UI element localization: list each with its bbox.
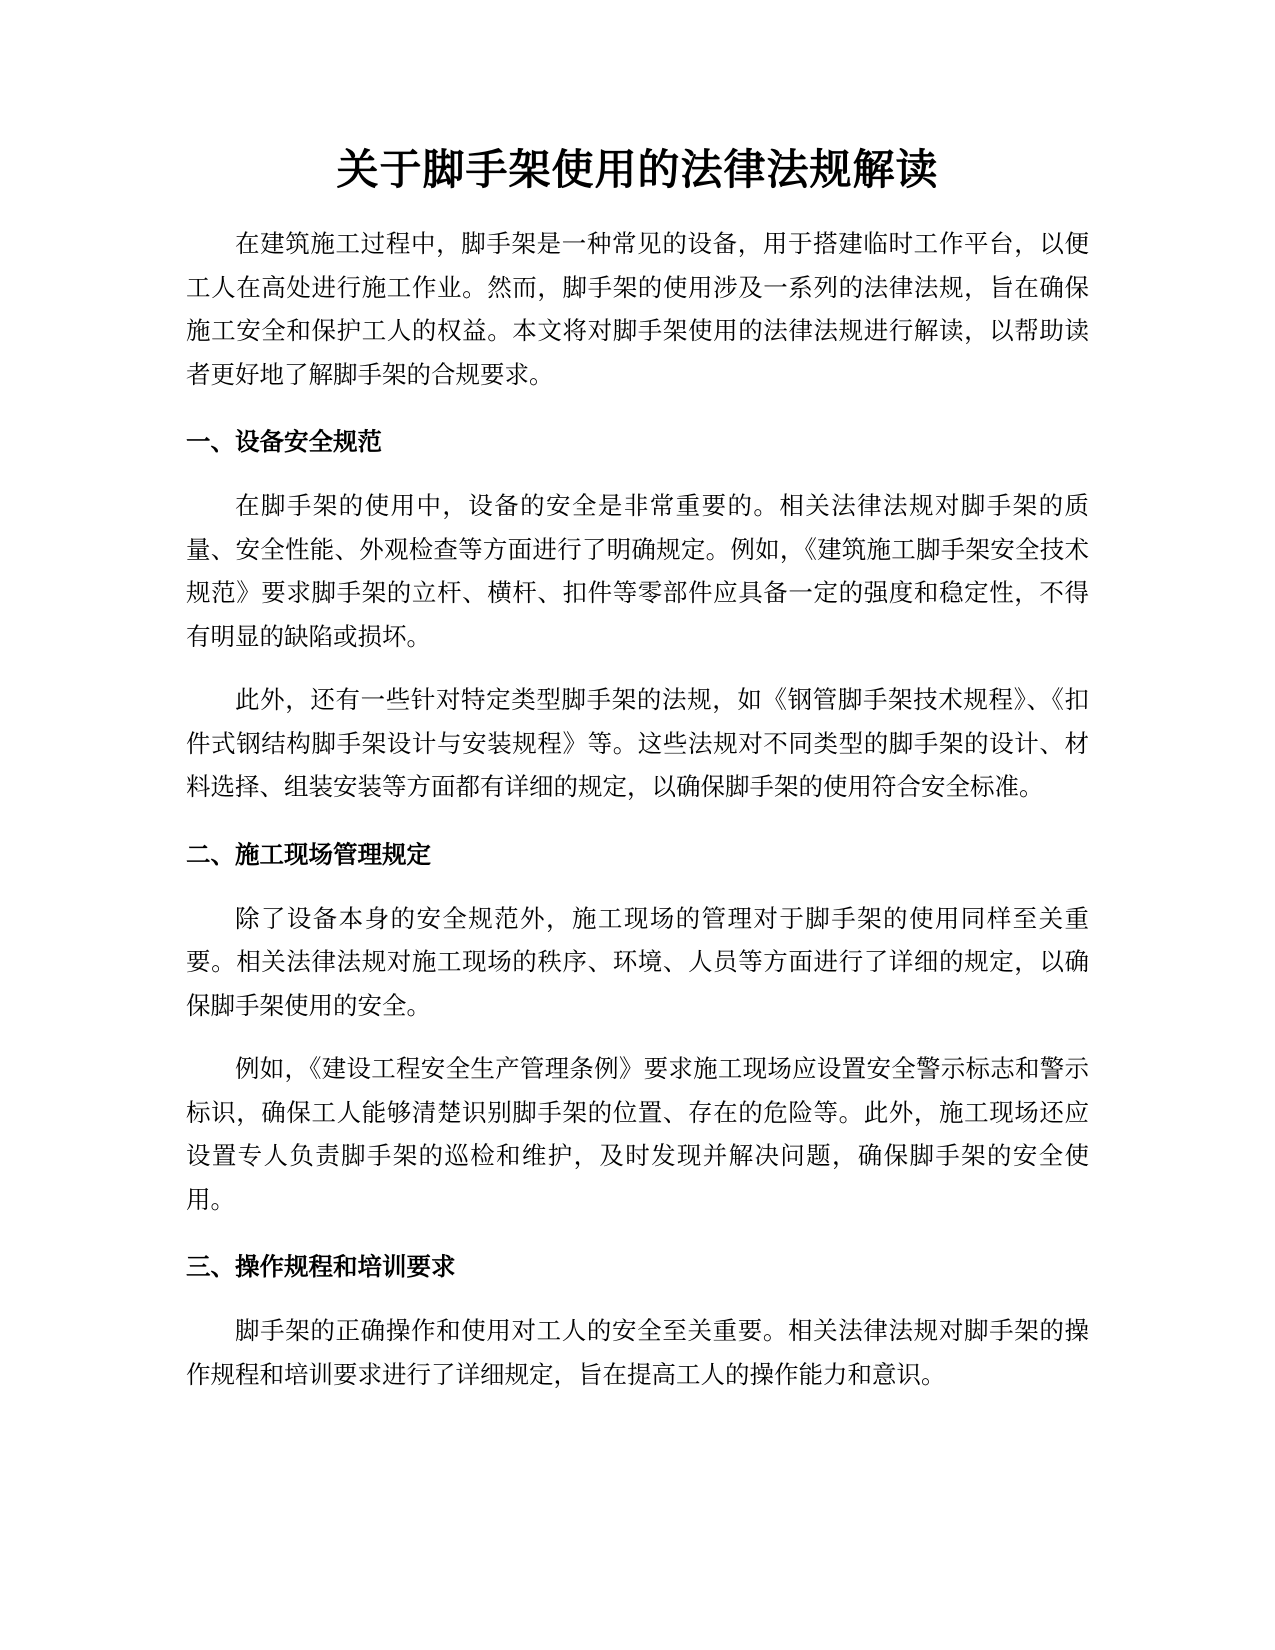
section-paragraph: 例如，《建设工程安全生产管理条例》要求施工现场应设置安全警示标志和警示标识，确保工人能够清楚识别脚手架的位置、存在的危险等。此外，施工现场还应设置专人负责脚手架的巡检和维护，及时发现并解决问题，确保脚手架的安全使用。 [186, 1054, 1089, 1214]
section-paragraph: 除了设备本身的安全规范外，施工现场的管理对于脚手架的使用同样至关重要。相关法律法规对施工现场的秩序、环境、人员等方面进行了详细的规定，以确保脚手架使用的安全。 [186, 903, 1089, 1020]
section-operation-training [186, 1247, 1089, 1396]
document-page [186, 140, 1089, 1416]
section-paragraph: 在脚手架的使用中，设备的安全是非常重要的。相关法律法规对脚手架的质量、安全性能、外观检查等方面进行了明确规定。例如，《建筑施工脚手架安全技术规范》要求脚手架的立杆、横杆、扣件等零部件应具备一定的强度和稳定性，不得有明显的缺陷或损坏。 [186, 491, 1089, 651]
section-heading: 二、施工现场管理规定 [186, 839, 431, 869]
section-heading: 三、操作规程和培训要求 [186, 1252, 456, 1281]
section-paragraph: 脚手架的正确操作和使用对工人的安全至关重要。相关法律法规对脚手架的操作规程和培训要求进行了详细规定，旨在提高工人的操作能力和意识。 [186, 1316, 1089, 1389]
intro-paragraph: 在建筑施工过程中，脚手架是一种常见的设备，用于搭建临时工作平台，以便工人在高处进行施工作业。然而，脚手架的使用涉及一系列的法律法规，旨在确保施工安全和保护工人的权益。本文将对脚手架使用的法律法规进行解读，以帮助读者更好地了解脚手架的合规要求。 [186, 229, 1089, 389]
section-paragraph: 此外，还有一些针对特定类型脚手架的法规，如《钢管脚手架技术规程》、《扣件式钢结构脚手架设计与安装规程》等。这些法规对不同类型的脚手架的设计、材料选择、组装安装等方面都有详细的规定，以确保脚手架的使用符合安全标准。 [186, 685, 1089, 801]
document-title: 关于脚手架使用的法律法规解读 [336, 145, 939, 194]
section-equipment-safety [186, 422, 1089, 809]
section-heading: 一、设备安全规范 [186, 427, 382, 456]
section-site-management [186, 835, 1089, 1222]
